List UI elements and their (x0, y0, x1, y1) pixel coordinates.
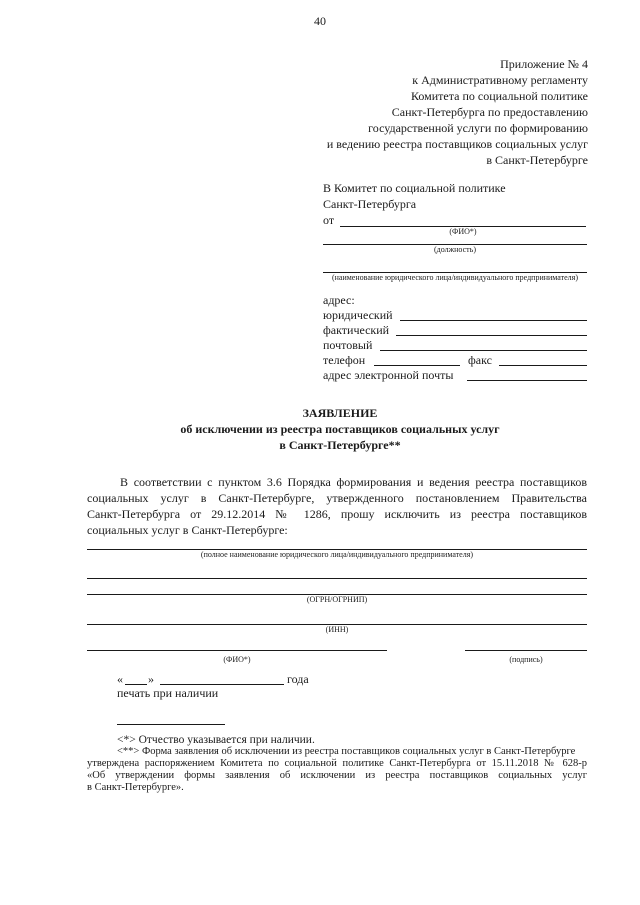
fio-signatory-caption: (ФИО*) (223, 655, 251, 664)
actual-address-label: фактический (323, 323, 390, 337)
ogrn-caption: (ОГРН/ОГРНИП) (306, 595, 368, 604)
footnote: в Санкт-Петербурге». (87, 782, 184, 793)
fio-signatory-input-line[interactable] (87, 650, 387, 651)
actual-address-input[interactable] (396, 335, 587, 336)
email-label: адрес электронной почты (323, 368, 454, 382)
body-line: Санкт-Петербурга от 29.12.2014 № 1286, прошу исключить из реестра поставщиков (87, 507, 587, 521)
appendix-line: Приложение № 4 (500, 57, 588, 71)
footnote: <*> Отчество указывается при наличии. (117, 734, 315, 746)
page-number: 40 (314, 14, 326, 28)
footnote: <**> Форма заявления об исключении из реестра поставщиков социальных услуг в Санкт-Петербурге (117, 746, 576, 757)
signature-caption: (подпись) (509, 655, 543, 664)
appendix-line: к Административному регламенту (412, 73, 588, 87)
stamp-label: печать при наличии (117, 686, 219, 700)
date-month-input[interactable] (160, 684, 284, 685)
position-caption: (должность) (434, 245, 476, 254)
signature-input-line[interactable] (465, 650, 587, 651)
title-heading: ЗАЯВЛЕНИЕ (302, 406, 378, 420)
fio-caption: (ФИО*) (449, 227, 477, 236)
postal-address-input[interactable] (380, 350, 587, 351)
postal-address-label: почтовый (323, 338, 373, 352)
appendix-line: Комитета по социальной политике (410, 89, 588, 103)
addressee-line: В Комитет по социальной политике (323, 181, 506, 195)
fax-label: факс (468, 353, 492, 367)
date-year-label: года (287, 672, 309, 686)
legal-address-input[interactable] (400, 320, 587, 321)
body-line: социальных услуг в Санкт-Петербурге, утвержденного постановлением Правительства (87, 491, 587, 505)
fullname-caption: (полное наименование юридического лица/индивидуального предпринимателя) (200, 550, 474, 559)
organization-caption: (наименование юридического лица/индивидуального предпринимателя) (331, 273, 579, 282)
footnote: «Об утверждении формы заявления об исключении из реестра поставщиков социальных услуг (87, 770, 587, 781)
fax-input[interactable] (499, 365, 587, 366)
email-input[interactable] (467, 380, 587, 381)
address-label: адрес: (323, 293, 355, 307)
date-close-quote: » (148, 672, 154, 686)
fullname-input-line-2[interactable] (87, 578, 587, 579)
date-day-input[interactable] (125, 684, 147, 685)
phone-input[interactable] (374, 365, 460, 366)
title-subheading: об исключении из реестра поставщиков социальных услуг (180, 422, 500, 436)
date-open-quote: « (117, 672, 123, 686)
appendix-line: государственной услуги по формированию (368, 121, 588, 135)
appendix-line: и ведению реестра поставщиков социальных услуг (326, 137, 588, 151)
body-line: В соответствии с пунктом 3.6 Порядка формирования и ведения реестра поставщиков (120, 475, 587, 489)
footnote-divider (117, 724, 225, 725)
phone-label: телефон (323, 353, 366, 367)
body-line: социальных услуг в Санкт-Петербурге: (87, 523, 288, 537)
appendix-line: Санкт-Петербурга по предоставлению (391, 105, 588, 119)
appendix-line: в Санкт-Петербурге (486, 153, 588, 167)
from-label: от (323, 213, 335, 227)
footnote: утверждена распоряжением Комитета по социальной политике Санкт-Петербурга от 15.11.2018 № 628-р (87, 758, 587, 769)
inn-caption: (ИНН) (325, 625, 349, 634)
title-subheading: в Санкт-Петербурге** (279, 438, 401, 452)
legal-address-label: юридический (323, 308, 393, 322)
addressee-line: Санкт-Петербурга (323, 197, 417, 211)
